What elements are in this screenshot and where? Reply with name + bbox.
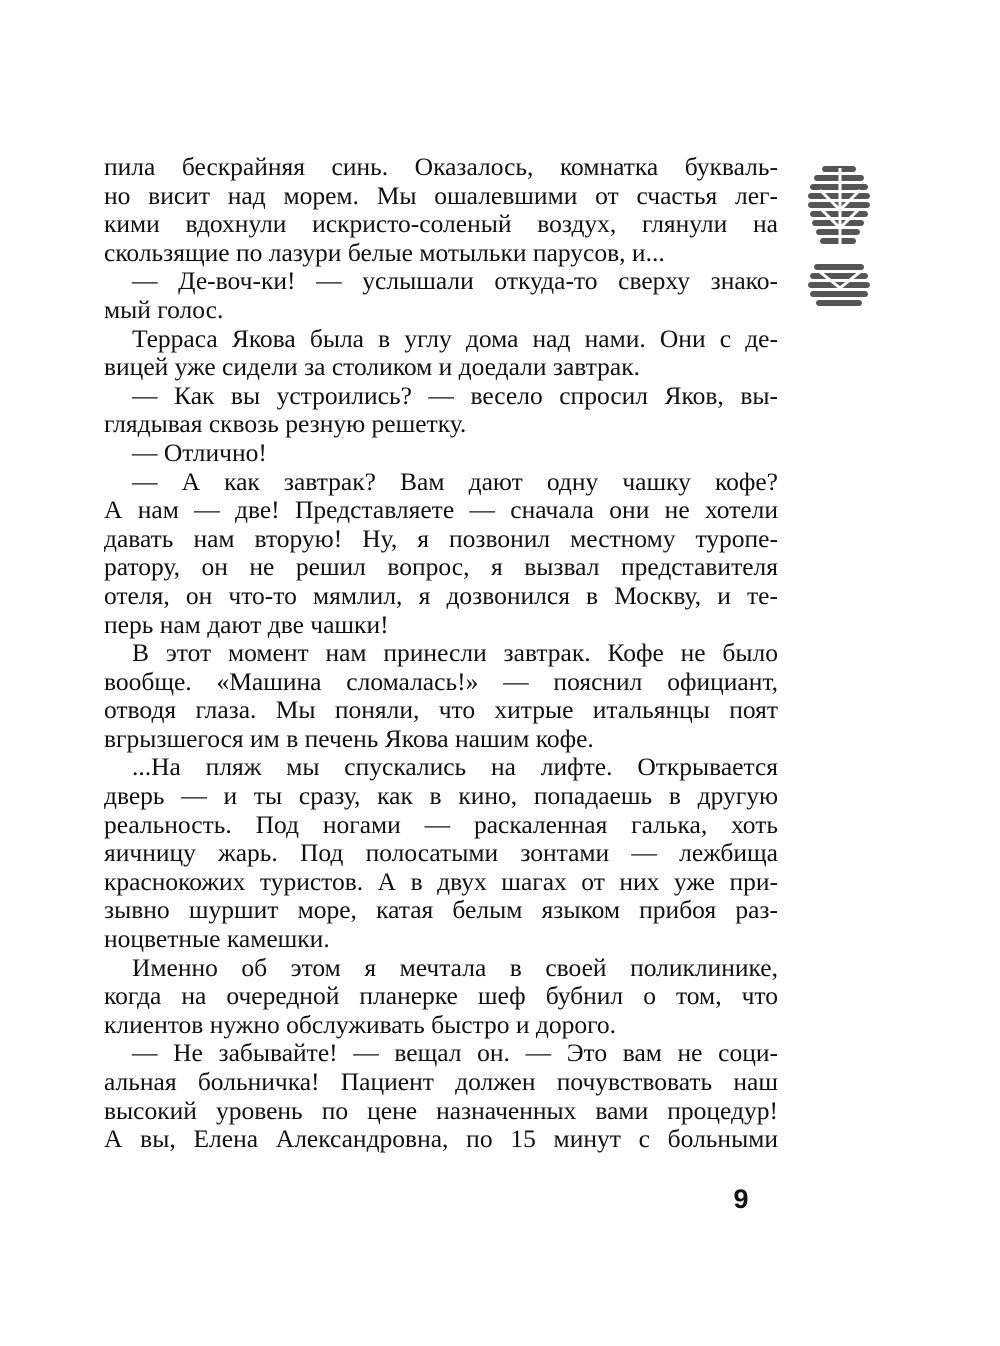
text-line: вгрызшегося им в печень Якова нашим кофе. (104, 723, 594, 753)
text-line: мый голос. (104, 294, 224, 324)
text-line: — Не забывайте! — вещал он. — Это вам не соци- (132, 1038, 778, 1068)
footprint-icon (800, 160, 880, 320)
text-line: — Отлично! (132, 437, 267, 467)
text-line: Терраса Якова была в углу дома над нами. Они с де- (132, 323, 778, 353)
text-line: — Как вы устроились? — весело спросил Яков, вы- (132, 380, 778, 410)
text-line: ...На пляж мы спускались на лифте. Открывается (132, 752, 778, 782)
text-line: скользящие по лазури белые мотыльки парусов, и... (104, 237, 665, 267)
text-line: А вы, Елена Александровна, по 15 минут с больными (104, 1124, 778, 1154)
text-line: высокий уровень по цене назначенных вами процедур! (104, 1095, 778, 1125)
text-line: отеля, он что-то мямлил, я дозвонился в Москву, и те- (104, 580, 778, 610)
body-text (104, 153, 778, 1154)
text-line: когда на очередной планерке шеф бубнил о том, что (104, 981, 778, 1011)
text-line: Именно об этом я мечтала в своей поликлинике, (132, 952, 778, 982)
text-line: — А как завтрак? Вам дают одну чашку кофе? (132, 466, 778, 496)
text-line: отводя глаза. Мы поняли, что хитрые итальянцы поят (104, 695, 778, 725)
text-line: дверь — и ты сразу, как в кино, попадаешь в другую (104, 781, 778, 811)
text-line: глядывая сквозь резную решетку. (104, 409, 467, 439)
text-line: вообще. «Машина сломалась!» — пояснил официант, (104, 666, 778, 696)
text-line: яичницу жарь. Под полосатыми зонтами — лежбища (104, 838, 778, 868)
text-line: ратору, он не решил вопрос, я вызвал представителя (104, 552, 778, 582)
text-line: зывно шуршит море, катая белым языком прибоя раз- (104, 895, 778, 925)
text-line: В этот момент нам принесли завтрак. Кофе не было (132, 638, 778, 668)
text-line: пила бескрайняя синь. Оказалось, комнатка букваль- (104, 152, 778, 181)
text-line: А нам — две! Представляете — сначала они не хотели (104, 495, 778, 525)
text-line: вицей уже сидели за столиком и доедали завтрак. (104, 352, 640, 382)
text-line: альная больничка! Пациент должен почувствовать наш (104, 1067, 778, 1096)
text-line: краснокожих туристов. А в двух шагах от них уже при- (104, 866, 778, 896)
text-line: кими вдохнули искристо-соленый воздух, глянули на (104, 209, 778, 239)
text-line: — Де-воч-ки! — услышали откуда-то сверху знако- (132, 266, 778, 296)
text-line: клиентов нужно обслуживать быстро и дорого. (104, 1009, 617, 1039)
page-number: 9 (733, 1184, 749, 1214)
text-line: давать нам вторую! Ну, я позвонил местному туропе- (104, 523, 778, 553)
text-line: ноцветные камешки. (104, 924, 330, 954)
text-line: реальность. Под ногами — раскаленная галька, хоть (104, 809, 778, 839)
text-line: перь нам дают две чашки! (104, 609, 389, 639)
text-line: но висит над морем. Мы ошалевшими от счастья лег- (104, 180, 778, 210)
